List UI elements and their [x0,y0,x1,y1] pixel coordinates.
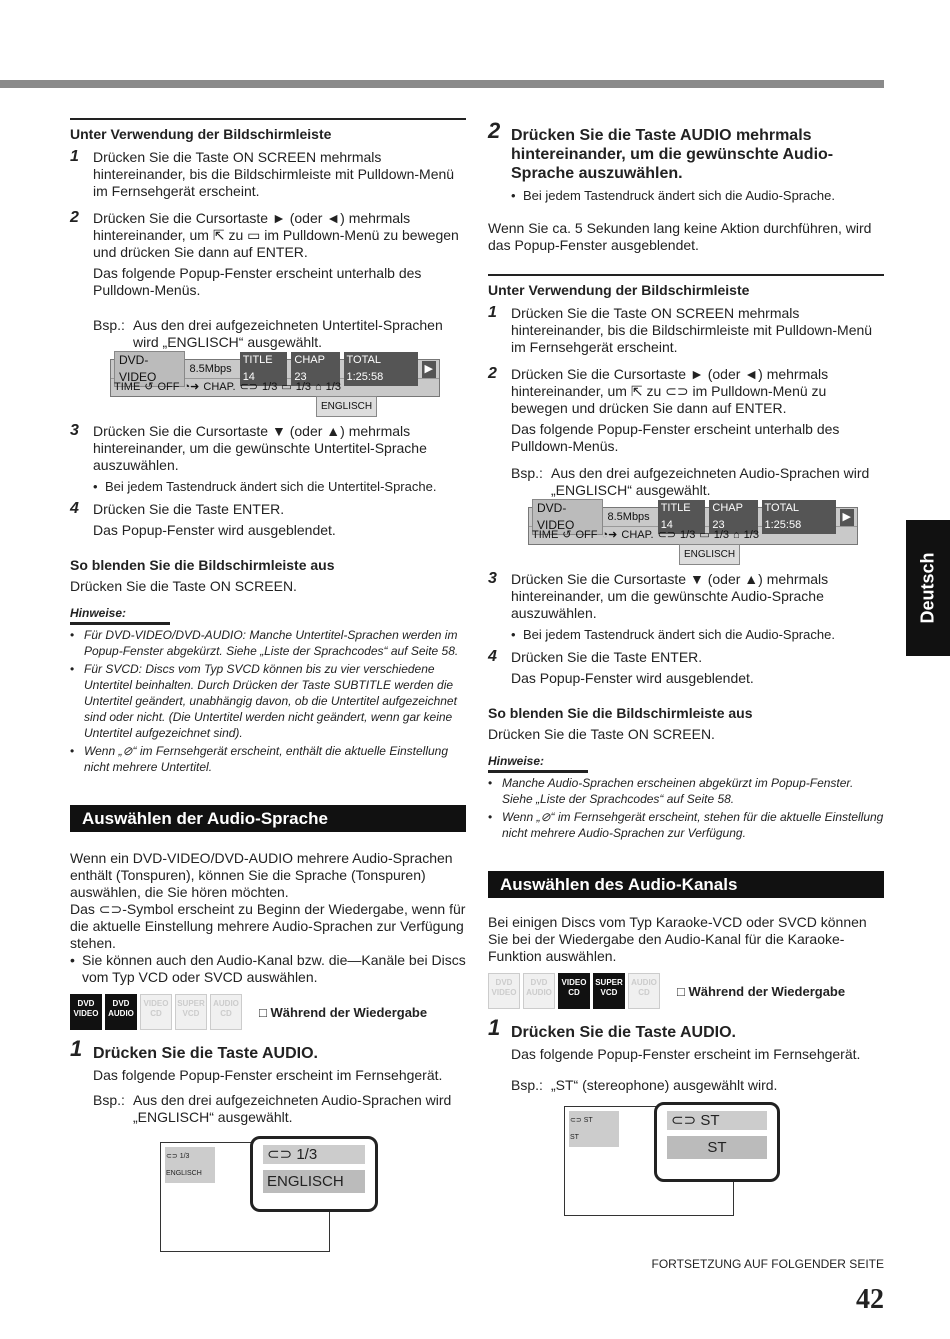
hide-title: So blenden Sie die Bildschirmleiste aus [70,557,335,573]
subhead-onscreen-bar-right: Unter Verwendung der Bildschirmleiste [488,274,884,299]
note: • Für SVCD: Discs vom Typ SVCD können bis zu vier verschiedene Untertitel beinhalten. Durch Drücken der Taste SUBTITLE werden die Untertitel geändert, unabhängig davon, ob die Untertitel aufgezeichnet sind oder nicht. (Die Untertitel werden nicht geändert, wenn gar keine Untertitel aufgezeichnet sind). [70,661,466,741]
notes-title: Hinweise: [70,605,170,625]
angle-icon: ⌂ [733,529,740,541]
video-cd-logo: VIDEO CD [140,994,172,1030]
section-audio-language: Auswählen der Audio-Sprache [70,805,466,832]
osd-chapter: CHAP 23 [291,352,339,386]
subhead-onscreen-bar: Unter Verwendung der Bildschirmleiste [70,118,466,143]
note: • Wenn „⊘“ im Fernsehgerät erscheint, enthält die aktuelle Einstellung nicht mehrere Untertitel. [70,743,466,775]
disc-logos: DVD VIDEO DVD AUDIO VIDEO CD SUPER VCD AUDIO CD □ Während der Wiedergabe [70,994,466,1030]
osd-popup: ENGLISCH [316,396,377,417]
angle-icon: ⌂ [315,381,322,393]
big-step-2: 2 Drücken Sie die Taste AUDIO mehrmals hintereinander, um die gewünschte Audio-Sprache auszuwählen. [488,118,834,182]
subtitle-icon: ▭ [699,529,710,541]
audio-icon: ⊂⊃ [239,381,259,393]
step-1: 1 Drücken Sie die Taste ON SCREEN mehrmals hintereinander, bis die Bildschirmleiste mit Pulldown-Menü im Fernsehgerät erscheint. [70,148,455,199]
timer-icon: ◔➜ [183,381,200,393]
continued-note: FORTSETZUNG AUF FOLGENDER SEITE [651,1257,884,1271]
dvd-audio-logo: DVD AUDIO [105,994,137,1030]
popup-bubble: ⊂⊃ 1/3 ENGLISCH [250,1136,378,1212]
osd-total: TOTAL 1:25:58 [344,352,418,386]
step-2-info: Das folgende Popup-Fenster erscheint unterhalb des Pulldown-Menüs. [93,265,422,298]
popup-bubble-right: ⊂⊃ ST ST [654,1102,780,1182]
left-column: Unter Verwendung der Bildschirmleiste 1 Drücken Sie die Taste ON SCREEN mehrmals hintereinander, bis die Bildschirmleiste mit Pulldown-Menü im Fernsehgerät erscheint. 2 Drücken Sie die Cursortaste ► (oder ◄) mehrmals hintereinander, um ⇱ zu ▭ im Pulldown-Menü zu bewegen und drücken Sie dann auf ENTER. Das folgende Popup-Fenster erscheint unterhalb des Pulldown-Menüs. Bsp.: Aus den drei aufgezeichneten Untertitel-Sprachen wird „ENGLISCH“ ausgewählt. DVD-VIDEO 8.5Mbps TITLE 14 CHAP 23 TOTAL 1:25:58 ▶ TIME ↺ OFF ◔➜ CHAP. ⊂⊃ 1/3 ▭ 1/3 ⌂ 1/3 ENGLISCH 3 Drücken Sie die Cursortaste ▼ (oder ▲) mehrmals hintereinander, um die gewünschte Untertitel-Sprache auszuwählen. • Bei jedem Tastendruck ändert sich die Untertitel-Sprache. 4 Drücken Sie die Taste ENTER. Das Popup-Fenster wird ausgeblendet. So blenden Sie die Bildschirmleiste aus Drücken Sie die Taste ON SCREEN. Hinweise: • Für DVD-VIDEO/DVD-AUDIO: Manche Untertitel-Sprachen werden im Popup-Fenster abgekürzt. Siehe „Liste der Sprachcodes“ auf Seite 58. • Für SVCD: Discs vom Typ SVCD können bis zu vier verschiedene Untertitel beinhalten. Durch Drücken der Taste SUBTITLE werden die Untertitel geändert, unabhängig davon, ob die Untertitel aufgezeichnet sind oder nicht. (Die Untertitel werden nicht geändert, wenn gar keine Untertitel aufgezeichnet sind). • Wenn „⊘“ im Fernsehgerät erscheint, enthält die aktuelle Einstellung nicht mehrere Untertitel. Auswählen der Audio-Sprache Wenn ein DVD-VIDEO/DVD-AUDIO mehrere Audio-Sprachen enthält (Tonspuren), können Sie die Sprache (Tonspuren) auswählen, die Sie hören möchten. Das ⊂⊃-Symbol erscheint zu Beginn der Wiedergabe, wenn für die aktuelle Einstellung mehrere Audio-Sprachen zur Verfügung stehen. • Sie können auch den Audio-Kanal bzw. die—Kanäle bei Discs vom Typ VCD oder SVCD auswählen. DVD VIDEO DVD AUDIO VIDEO CD SUPER VCD AUDIO CD □ Während der Wiedergabe 1 Drücken Sie die Taste AUDIO. Das folgende Popup-Fenster erscheint im Fernsehgerät. Bsp.: Aus den drei aufgezeichneten Audio-Sprachen wird „ENGLISCH“ ausgewählt. ⊂⊃ 1/3 ENGLISCH ⊂⊃ 1/3 ENGLISCH [70,118,466,1266]
top-rule [0,80,884,88]
tv-screen-right: ⊂⊃ ST ST [564,1106,734,1216]
step-2: 2 Drücken Sie die Cursortaste ► (oder ◄) mehrmals hintereinander, um ⇱ zu ▭ im Pulldown-Menü zu bewegen und drücken Sie dann auf ENTER. [70,209,459,260]
dvd-video-logo: DVD VIDEO [70,994,102,1030]
audio-icon: ⊂⊃ [657,529,677,541]
big-step-1-right: 1 Drücken Sie die Taste AUDIO. [488,1015,736,1041]
super-vcd-logo: SUPER VCD [175,994,207,1030]
note: • Wenn „⊘“ im Fernsehgerät erscheint, stehen für die aktuelle Einstellung nicht mehrere Audio-Sprachen zur Verfügung. [488,809,884,841]
step-4-right: 4 Drücken Sie die Taste ENTER. [488,648,703,665]
note: • Für DVD-VIDEO/DVD-AUDIO: Manche Untertitel-Sprachen werden im Popup-Fenster abgekürzt. Siehe „Liste der Sprachcodes“ auf Seite 58. [70,627,466,659]
page-number: 42 [856,1284,884,1315]
osd-time: TIME [114,381,141,393]
repeat-icon: ↺ [144,381,154,393]
audio-cd-logo: AUDIO CD [210,994,242,1030]
play-icon: ▶ [422,361,436,378]
osd-rate: 8.5Mbps [189,362,232,375]
step-2-right: 2 Drücken Sie die Cursortaste ► (oder ◄) mehrmals hintereinander, um ⇱ zu ⊂⊃ im Pulldown-Menü zu bewegen und drücken Sie dann auf ENTER. [488,365,829,416]
step-3: 3 Drücken Sie die Cursortaste ▼ (oder ▲) mehrmals hintereinander, um die gewünschte Untertitel-Sprache auszuwählen. [70,422,427,473]
language-tab: Deutsch [906,520,950,656]
osd-mode: DVD-VIDEO [114,351,185,387]
subtitle-icon: ▭ [281,381,292,393]
big-step-1: 1 Drücken Sie die Taste AUDIO. [70,1036,318,1062]
right-column: 2 Drücken Sie die Taste AUDIO mehrmals hintereinander, um die gewünschte Audio-Sprache auszuwählen. • Bei jedem Tastendruck ändert sich die Audio-Sprache. Wenn Sie ca. 5 Sekunden lang keine Aktion durchführen, wird das Popup-Fenster ausgeblendet. Unter Verwendung der Bildschirmleiste 1 Drücken Sie die Taste ON SCREEN mehrmals hintereinander, bis die Bildschirmleiste mit Pulldown-Menü im Fernsehgerät erscheint. 2 Drücken Sie die Cursortaste ► (oder ◄) mehrmals hintereinander, um ⇱ zu ⊂⊃ im Pulldown-Menü zu bewegen und drücken Sie dann auf ENTER. Das folgende Popup-Fenster erscheint unterhalb des Pulldown-Menüs. Bsp.: Aus den drei aufgezeichneten Audio-Sprachen wird „ENGLISCH“ ausgewählt. DVD-VIDEO 8.5Mbps TITLE 14 CHAP 23 TOTAL 1:25:58 ▶ TIME ↺ OFF ◔➜ CHAP. ⊂⊃ 1/3 ▭ 1/3 ⌂ 1/3 ENGLISCH 3 Drücken Sie die Cursortaste ▼ (oder ▲) mehrmals hintereinander, um die gewünschte Audio-Sprache auszuwählen. • Bei jedem Tastendruck ändert sich die Audio-Sprache. 4 Drücken Sie die Taste ENTER. Das Popup-Fenster wird ausgeblendet. So blenden Sie die Bildschirmleiste aus Drücken Sie die Taste ON SCREEN. Hinweise: • Manche Audio-Sprachen erscheinen abgekürzt im Popup-Fenster. Siehe „Liste der Sprachcodes“ auf Seite 58. • Wenn „⊘“ im Fernsehgerät erscheint, stehen für die aktuelle Einstellung nicht mehrere Audio-Sprachen zur Verfügung. Auswählen des Audio-Kanals Bei einigen Discs vom Typ Karaoke-VCD oder SVCD können Sie bei der Wiedergabe den Audio-Kanal für die Karaoke-Funktion auswählen. DVD VIDEO DVD AUDIO VIDEO CD SUPER VCD AUDIO CD □ Während der Wiedergabe 1 Drücken Sie die Taste AUDIO. Das folgende Popup-Fenster erscheint im Fernsehgerät. Bsp.: „ST“ (stereophone) ausgewählt wird. ⊂⊃ ST ST ⊂⊃ ST ST [488,120,884,1222]
step-1-right: 1 Drücken Sie die Taste ON SCREEN mehrmals hintereinander, bis die Bildschirmleiste mit Pulldown-Menü im Fernsehgerät erscheint. [488,304,873,355]
note: • Manche Audio-Sprachen erscheinen abgekürzt im Popup-Fenster. Siehe „Liste der Sprachcodes“ auf Seite 58. [488,775,884,807]
play-icon: ▶ [840,509,854,526]
step-3-right: 3 Drücken Sie die Cursortaste ▼ (oder ▲) mehrmals hintereinander, um die gewünschte Audio-Sprache auszuwählen. [488,570,829,621]
disc-logos-right: DVD VIDEO DVD AUDIO VIDEO CD SUPER VCD AUDIO CD □ Während der Wiedergabe [488,973,884,1009]
osd-title: TITLE 14 [240,352,288,386]
step-4: 4 Drücken Sie die Taste ENTER. [70,500,285,517]
example-line: Bsp.: Aus den drei aufgezeichneten Untertitel-Sprachen wird „ENGLISCH“ ausgewählt. [93,317,443,350]
tv-screen: ⊂⊃ 1/3 ENGLISCH [160,1142,330,1252]
onscreen-bar-right: DVD-VIDEO 8.5Mbps TITLE 14 CHAP 23 TOTAL 1:25:58 ▶ TIME ↺ OFF ◔➜ CHAP. ⊂⊃ 1/3 ▭ 1/3 ⌂ 1/3 ENGLISCH [528,507,858,545]
onscreen-bar: DVD-VIDEO 8.5Mbps TITLE 14 CHAP 23 TOTAL 1:25:58 ▶ TIME ↺ OFF ◔➜ CHAP. ⊂⊃ 1/3 ▭ 1/3 ⌂ 1/3 ENGLISCH [110,359,440,397]
repeat-icon: ↺ [562,529,572,541]
timer-icon: ◔➜ [601,529,618,541]
section-audio-channel: Auswählen des Audio-Kanals [488,871,884,898]
